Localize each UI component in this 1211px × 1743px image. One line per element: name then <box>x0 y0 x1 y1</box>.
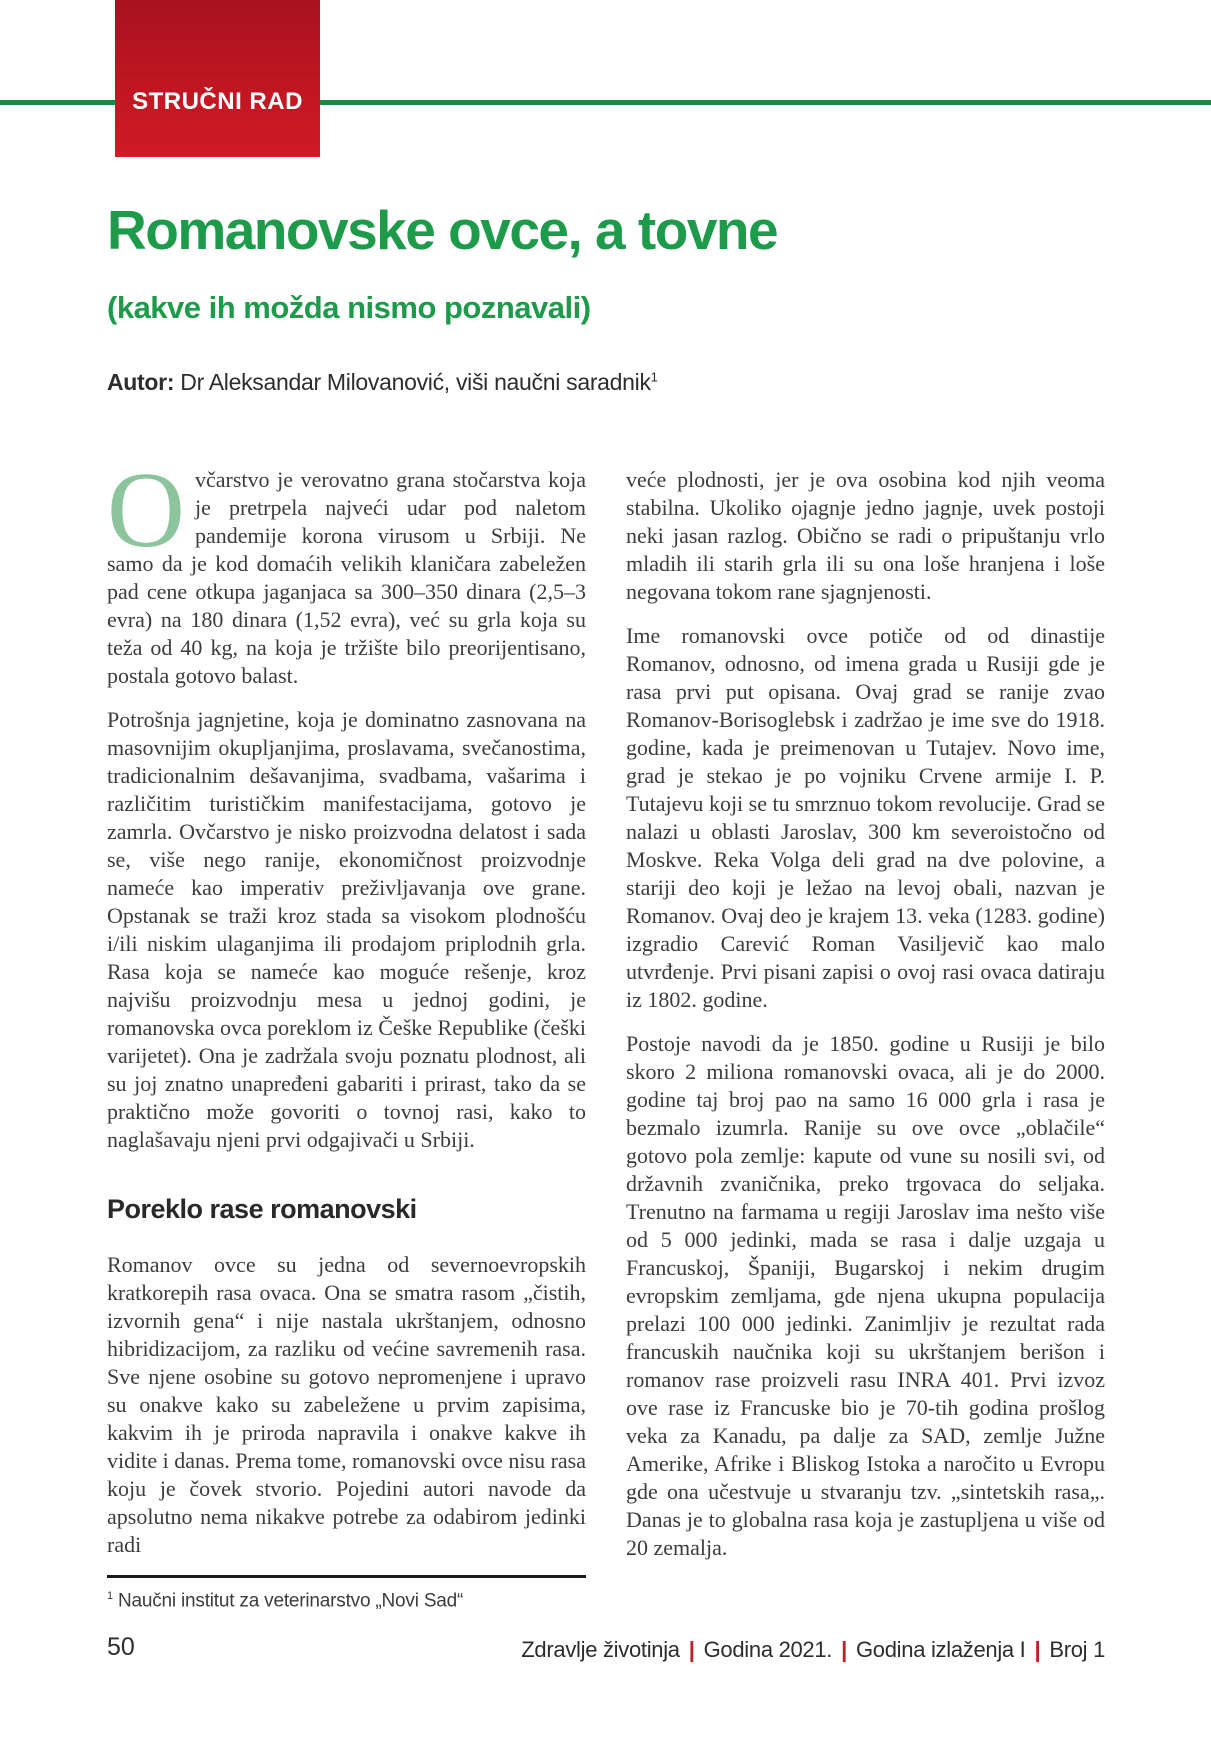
author-line <box>107 369 1105 396</box>
strucni-rad-badge <box>115 0 320 157</box>
drop-cap: O <box>107 451 185 570</box>
journal-item: Zdravlje životinja <box>521 1637 680 1662</box>
author-footnote-ref: 1 <box>650 369 658 385</box>
page-number: 50 <box>107 1633 135 1661</box>
paragraph: veće plodnosti, jer je ova osobina kod njih veoma stabilna. Ukoliko ojagnje jedno jagnje, uvek postoji neki jasan razlog. Obično se radi o pripuštanju vrlo mladih ili starih grla ili su ona loše hranjena i loše negovana tokom rane sjagnjenosti. <box>626 467 1105 604</box>
journal-item: Broj 1 <box>1049 1637 1105 1662</box>
paragraph-text: včarstvo je verovatno grana stočarstva koja je pretrpela najveći udar pod naletom pandemije korona virusom u Srbiji. Ne samo da je kod domaćih velikih klaničara zabeležen pad cene otkupa jaganjaca sa 300–350 dinara (2,5–3 evra) na 180 dinara (1,52 evra), već su grla koja su teža od 40 kg, na koja je tržište bilo preorijentisano, postala gotovo balast. <box>107 467 586 688</box>
author-name: Dr Aleksandar Milovanović, viši naučni saradnik <box>174 369 651 395</box>
article-columns <box>107 451 1105 1612</box>
journal-item: Godina 2021. <box>703 1637 833 1662</box>
paragraph: Romanov ovce su jedna od severnoevropskih kratkorepih rasa ovaca. Ona se smatra rasom „čistih, izvornih gena“ i nije nastala ukrštanjem, odnosno hibridizacijom, za razliku od većine savremenih rasa. Sve njene osobine su gotovo nepromenjene i upravo su onakve kako su zabeležene u prvim zapisima, kakvim ih je priroda napravila i onakve kakve ih vidite i danas. Prema tome, romanovski ovce nisu rasa koju je čovek stvorio. Pojedini autori navode da apsolutno nema nikakve potrebe za odabirom jedinki radi <box>107 1252 586 1557</box>
page-title: Romanovske ovce, a tovne <box>107 199 778 261</box>
paragraph: Postoje navodi da je 1850. godine u Rusiji je bilo skoro 2 miliona romanovski ovaca, ali je do 2000. godine taj broj pao na samo 16 000 grla i rasa je bezmalo izumrla. Ranije su ove ovce „oblačile“ gotovo pola zemlje: kapute od vune su nosili svi, od državnih zvaničnika, preko trgovaca do seljaka. Trenutno na farmama u regiji Jaroslav ima nešto više od 5 000 jedinki, mada se rasa i dalje uzgaja u Francuskoj, Španiji, Bugarskoj i nekim drugim evropskim zemljama, gde njena ukupna populacija prelazi 100 000 jedinki. Zanimljiv je rezultat rada francuskih naučnika koji su ukrštanjem berišon i romanov rase proizveli rasu INRA 401. Prvi izvoz ove rase iz Francuske bio je 70-tih godina prošlog veka za Kanadu, pa dalje za SAD, zemlje Južne Amerike, Afrike i Bliskog Istoka a naročito u Evropu gde ona učestvuje u stvaranju tzv. „sintetskih rasa„. Danas je to globalna rasa koja je zastupljena u više od 20 zemalja. <box>626 1031 1105 1560</box>
right-column <box>626 466 1105 1612</box>
footer-separator: | <box>688 1637 695 1662</box>
footnote-text: Naučni institut za veterinarstvo „Novi Sad“ <box>112 1590 464 1612</box>
footnote <box>107 1590 586 1612</box>
paragraph: Potrošnja jagnjetine, koja je dominatno zasnovana na masovnijim okupljanjima, proslavama, svečanostima, tradicionalnim dešavanjima, svadbama, vašarima i različitim turističkim manifestacijama, gotovo je zamrla. Ovčarstvo je nisko proizvodna delatost i sada se, više nego ranije, ekonomičnost proizvodnje nameće kao imperativ preživljavanja ove grane. Opstanak se traži kroz stada sa visokom plodnošću i/ili niskim ulaganjima ili prodajom priplodnih grla. Rasa koja se nameće kao moguće rešenje, kroz najvišu proizvodnju mesa u jednoj godini, je romanovska ovca poreklom iz Češke Republike (češki varijetet). Ona je zadržala svoju poznatu plodnost, ali su joj znatno unapređeni gabariti i prirast, tako da se praktično može govoriti o tovnoj rasi, kako to naglašavaju njeni prvi odgajivači u Srbiji. <box>107 707 586 1152</box>
paragraph: Ime romanovski ovce potiče od od dinastije Romanov, odnosno, od imena grada u Rusiji gde je rasa prvi put opisana. Ovaj grad se ranije zvao Romanov-Borisoglebsk i zadržao je ime sve do 1918. godine, kada je preimenovan u Tutajev. Novo ime, grad je stekao je po vojniku Crvene armije I. P. Tutajevu koji se tu smrznuo tokom revolucije. Grad se nalazi u oblasti Jaroslav, 300 km severoistočno od Moskve. Reka Volga deli grad na dve polovine, a stariji deo koji je ležao na levoj obali, nazvan je Romanov. Ovaj deo je krajem 13. veka (1283. godine) izgradio Carević Roman Vasiljevič kao malo utvrđenje. Prvi pisani zapisi o ovoj rasi ovaca datiraju iz 1802. godine. <box>626 623 1105 1012</box>
badge-label: STRUČNI RAD <box>132 88 303 115</box>
footer-separator: | <box>841 1637 847 1662</box>
journal-item: Godina izlaženja I <box>855 1637 1026 1662</box>
journal-footer <box>521 1637 1105 1663</box>
footer-separator: | <box>1034 1637 1041 1662</box>
footnote-ref: 1 <box>107 1590 113 1602</box>
section-heading: Poreklo rase romanovski <box>107 1194 417 1224</box>
author-label: Autor: <box>107 369 175 395</box>
paragraph-dropcap <box>107 451 586 690</box>
left-column <box>107 451 586 1612</box>
page-subtitle: (kakve ih možda nismo poznavali) <box>107 290 591 325</box>
footnote-divider <box>107 1575 586 1578</box>
